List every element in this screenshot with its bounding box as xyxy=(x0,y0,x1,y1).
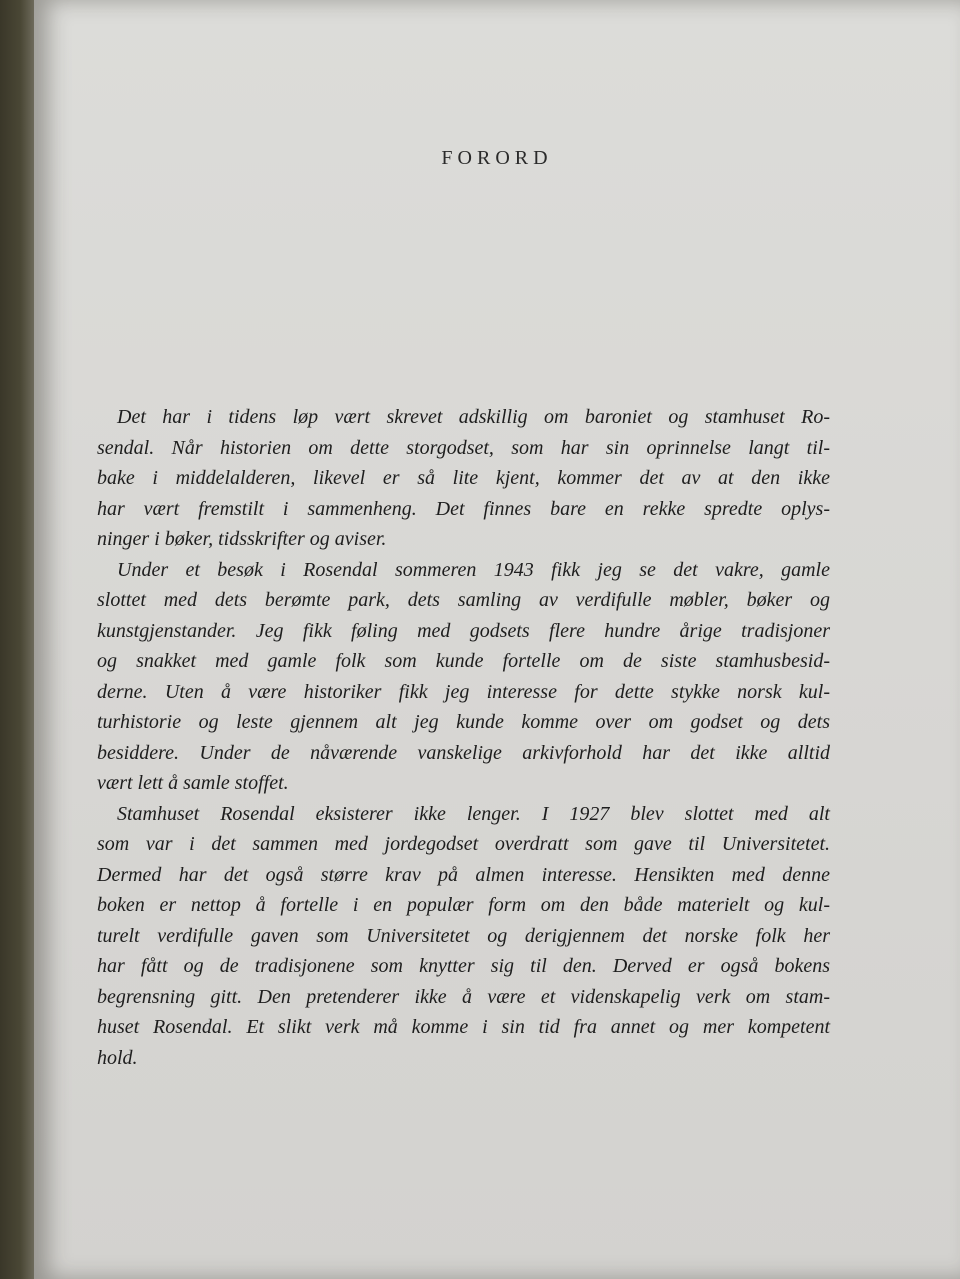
text-line: Under et besøk i Rosendal sommeren 1943 fikk jeg se det vakre, gamle xyxy=(117,558,830,581)
text-line: sendal. Når historien om dette storgodset, som har sin oprinnelse langt til- xyxy=(97,436,830,459)
text-line: besiddere. Under de nåværende vanskelige arkivforhold har det ikke alltid xyxy=(97,741,830,764)
text-line: bake i middelalderen, likevel er så lite kjent, kommer det av at den ikke xyxy=(97,467,830,489)
paragraph-3 xyxy=(97,799,830,1074)
text-line: har fått og de tradisjonene som knytter sig til den. Derved er også bokens xyxy=(97,955,830,977)
text-line: Det har i tidens løp vært skrevet adskillig om baroniet og stamhuset Ro- xyxy=(117,406,830,428)
text-line: begrensning gitt. Den pretenderer ikke å være et videnskapelig verk om stam- xyxy=(97,985,830,1008)
book-page xyxy=(34,0,960,1279)
text-line: Dermed har det også større krav på almen interesse. Hensikten med denne xyxy=(97,863,830,886)
paragraph-2 xyxy=(97,555,830,799)
text-line: og snakket med gamle folk som kunde fortelle om de siste stamhusbesid- xyxy=(97,650,830,672)
page-title: FORORD xyxy=(441,147,553,169)
text-line: Stamhuset Rosendal eksisterer ikke lenger. I 1927 blev slottet med alt xyxy=(117,802,830,825)
text-line: boken er nettop å fortelle i en populær form om den både materielt og kul- xyxy=(97,894,830,916)
text-line: slottet med dets berømte park, dets samling av verdifulle møbler, bøker og xyxy=(97,589,830,611)
text-line: turhistorie og leste gjennem alt jeg kunde komme over om godset og dets xyxy=(97,711,830,733)
paragraph-1 xyxy=(97,402,830,555)
text-line: vært lett å samle stoffet. xyxy=(97,772,289,794)
text-line: ninger i bøker, tidsskrifter og aviser. xyxy=(97,528,387,550)
text-line: derne. Uten å være historiker fikk jeg interesse for dette stykke norsk kul- xyxy=(97,680,830,703)
text-line: turelt verdifulle gaven som Universitetet og derigjennem det norske folk her xyxy=(97,924,830,947)
foreword-text xyxy=(97,402,830,1073)
text-line: som var i det sammen med jordegodset overdratt som gave til Universitetet. xyxy=(97,833,830,855)
text-line: har vært fremstilt i sammenheng. Det finnes bare en rekke spredte oplys- xyxy=(97,497,830,520)
book-spine-edge xyxy=(0,0,34,1279)
text-line: kunstgjenstander. Jeg fikk føling med godsets flere hundre årige tradisjoner xyxy=(97,619,830,642)
text-line: hold. xyxy=(97,1046,138,1069)
text-line: huset Rosendal. Et slikt verk må komme i sin tid fra annet og mer kompetent xyxy=(97,1016,830,1038)
